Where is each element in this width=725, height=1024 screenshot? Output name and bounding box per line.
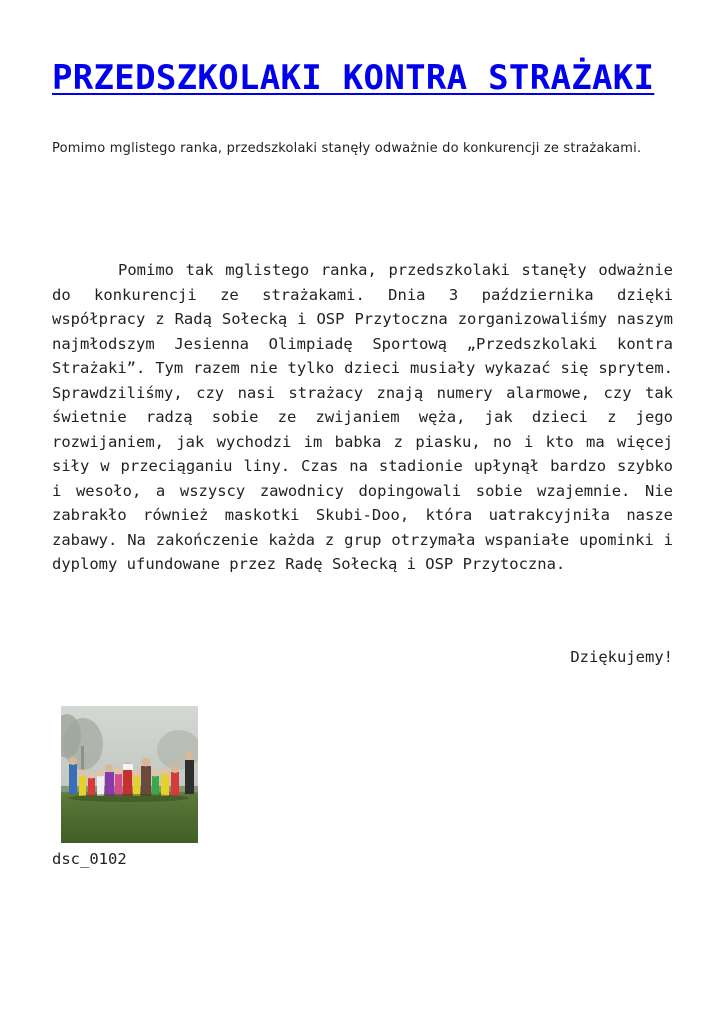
photo-illustration: [61, 706, 198, 843]
post-body-text: Pomimo tak mglistego ranka, przedszkolaki stanęły odważnie do konkurencji ze strażakami. Dnia 3 października dzięki współpracy z Radą Sołecką i OSP Przytoczna zorganizowaliśmy naszym najmłodszym Jesienna Olimpiadę Sportową „Przedszkolaki kontra Strażaki”. Tym razem nie tylko dzieci musiały wykazać się sprytem. Sprawdziliśmy, czy nasi strażacy znają numery alarmowe, czy tak świetnie radzą sobie ze zwijaniem węża, jak dzieci z jego rozwijaniem, jak wychodzi im babka z piasku, no i kto ma więcej siły w przeciąganiu liny. Czas na stadionie upłynął bardzo szybko i wesoło, a wszyscy zawodnicy dopingowali sobie wzajemnie. Nie zabrakło również maskotki Skubi-Doo, która uatrakcyjniła nasze zabawy. Na zakończenie każda z grup otrzymała wspaniałe upominki i dyplomy ufundowane przez Radę Sołecką i OSP Przytoczna.: [52, 261, 673, 573]
post-excerpt: Pomimo mglistego ranka, przedszkolaki stanęły odważnie do konkurencji ze strażakami.: [52, 141, 642, 156]
post-body: [52, 258, 673, 577]
post-title-link[interactable]: PRZEDSZKOLAKI KONTRA STRAŻAKI: [52, 58, 655, 98]
post-closing: Dziękujemy!: [570, 648, 673, 666]
gallery-photo-thumbnail[interactable]: [61, 706, 198, 843]
photo-caption: dsc_0102: [52, 850, 127, 868]
